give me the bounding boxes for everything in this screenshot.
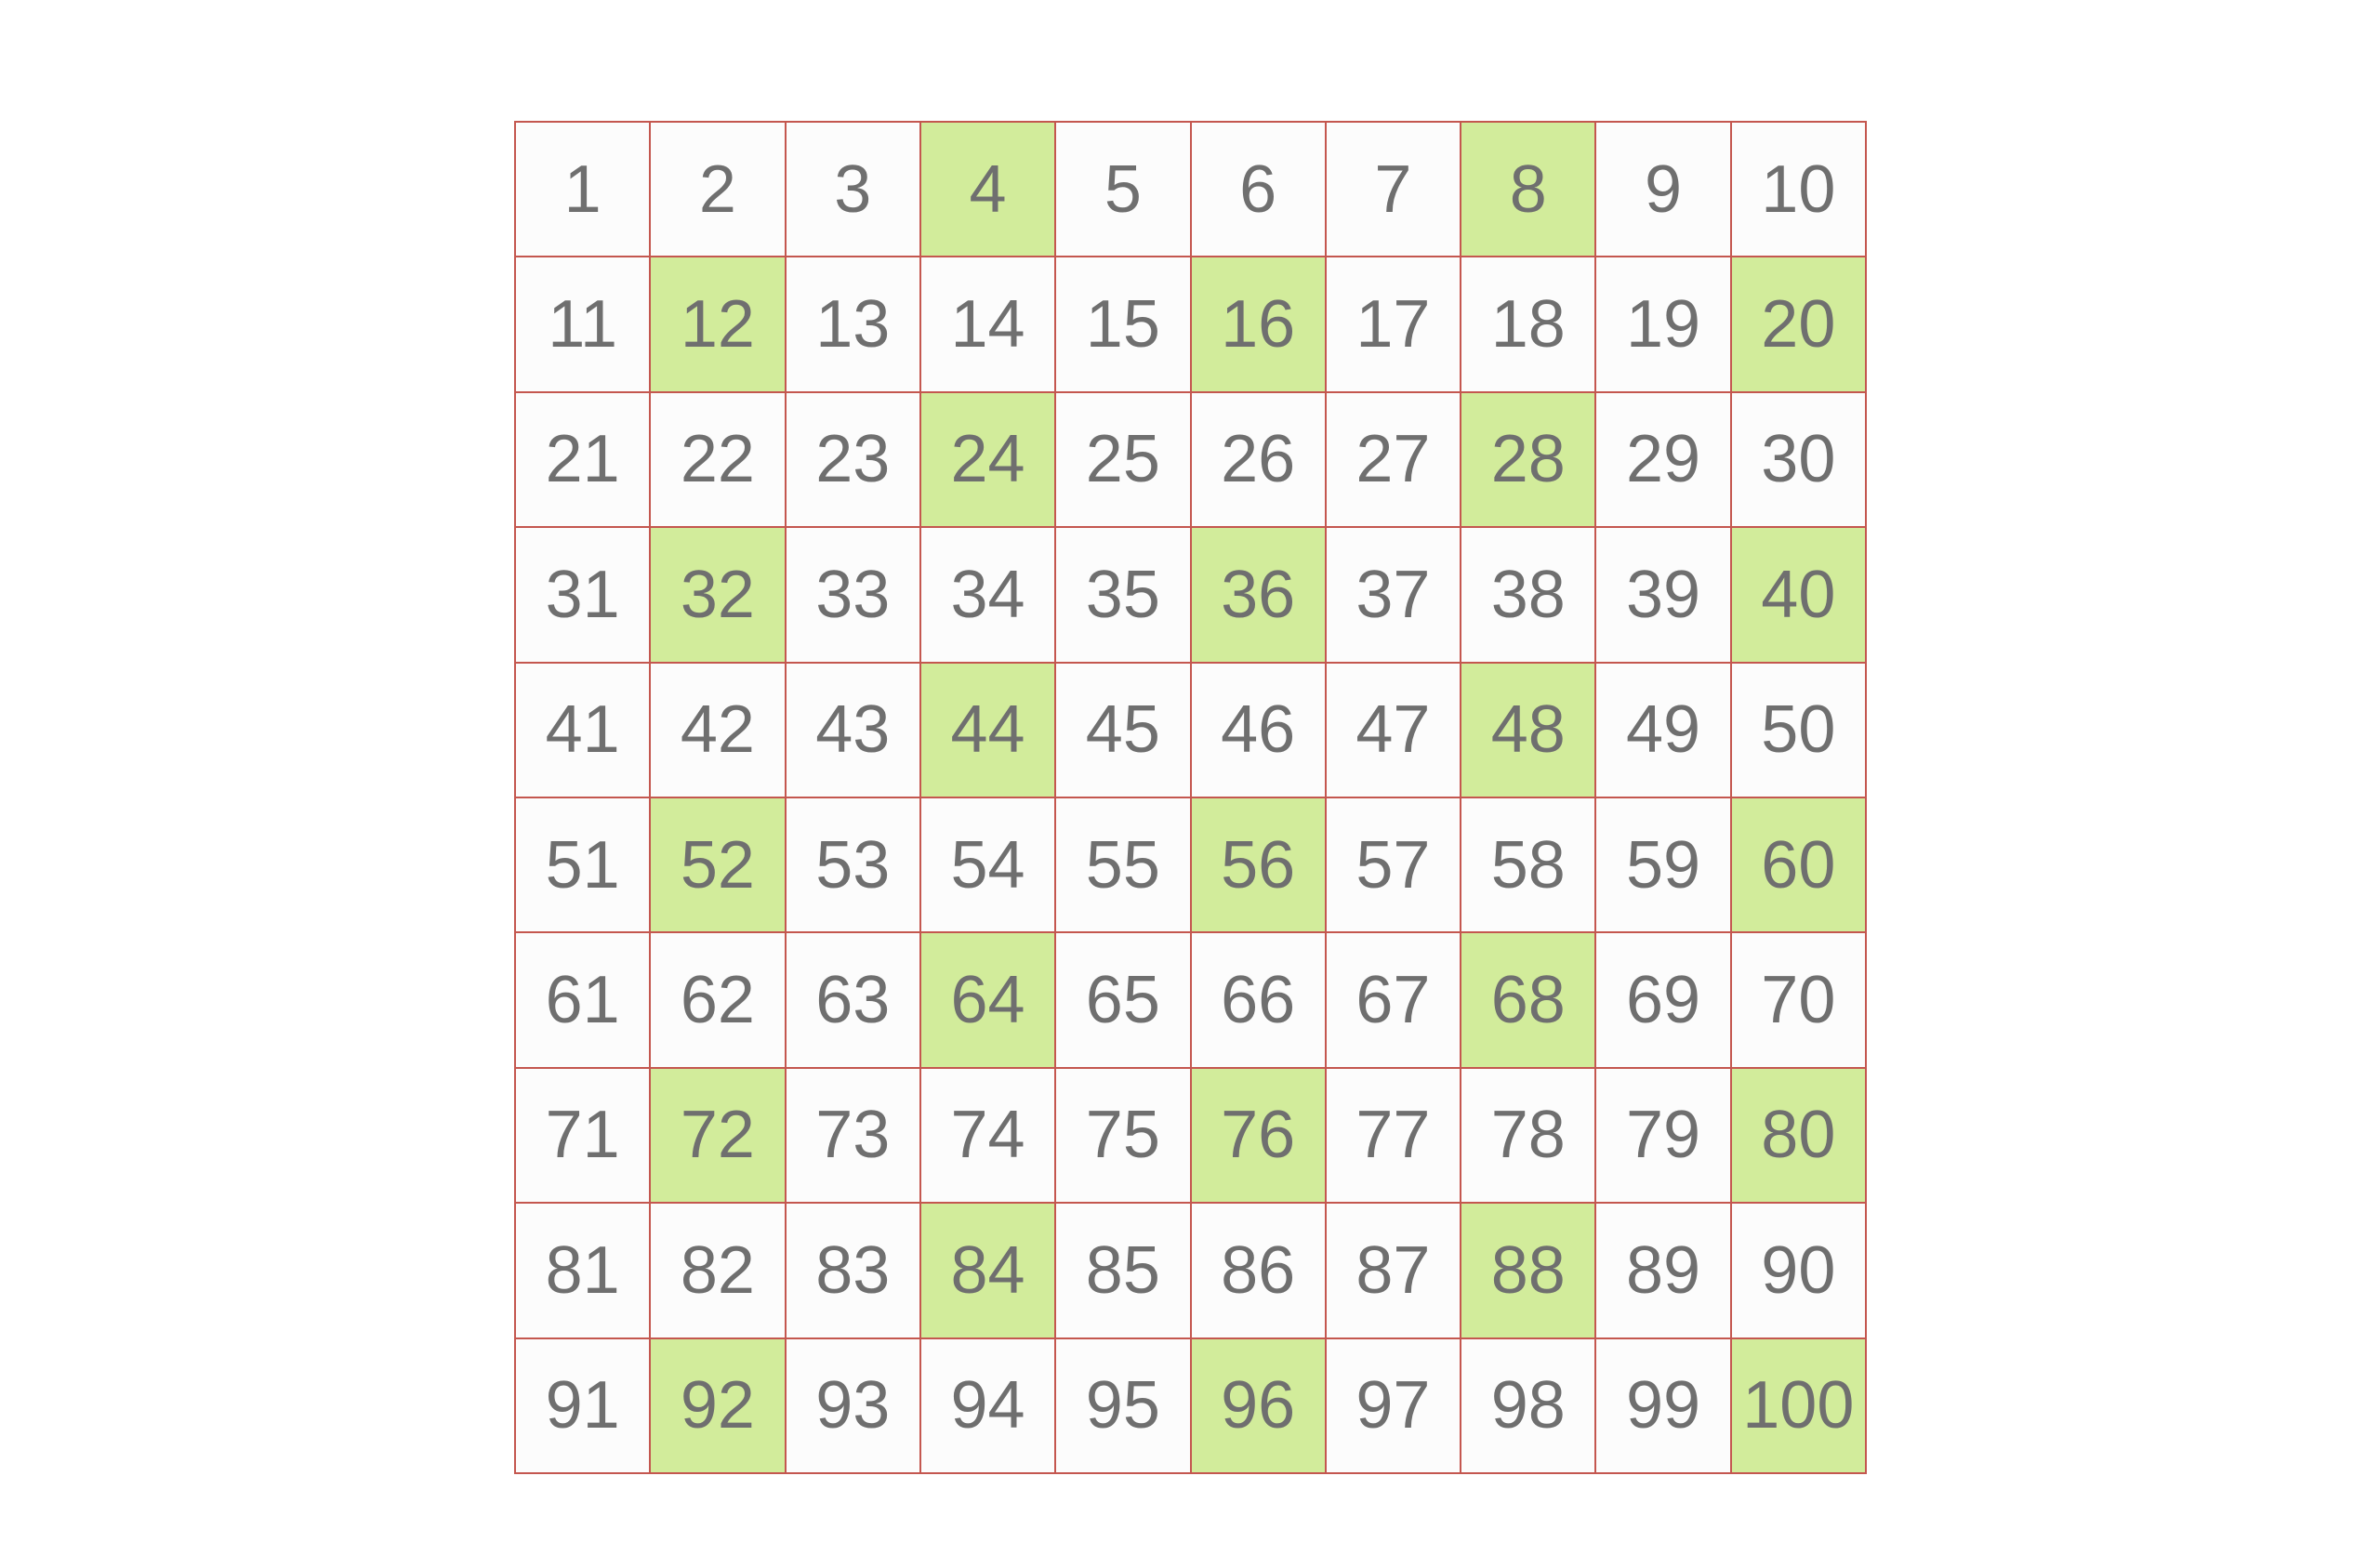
number-cell: 7 — [1327, 123, 1460, 256]
number-cell: 3 — [787, 123, 919, 256]
number-cell: 41 — [516, 664, 649, 797]
number-cell: 86 — [1192, 1204, 1325, 1337]
number-cell: 23 — [787, 393, 919, 526]
number-cell: 74 — [921, 1069, 1054, 1202]
number-cell: 98 — [1461, 1339, 1594, 1472]
number-cell: 30 — [1732, 393, 1865, 526]
number-cell: 77 — [1327, 1069, 1460, 1202]
number-cell: 89 — [1596, 1204, 1729, 1337]
number-cell: 88 — [1461, 1204, 1594, 1337]
number-cell: 27 — [1327, 393, 1460, 526]
number-cell: 11 — [516, 257, 649, 390]
number-cell: 22 — [651, 393, 784, 526]
number-cell: 14 — [921, 257, 1054, 390]
number-cell: 90 — [1732, 1204, 1865, 1337]
number-cell: 71 — [516, 1069, 649, 1202]
number-cell: 91 — [516, 1339, 649, 1472]
number-cell: 13 — [787, 257, 919, 390]
number-cell: 44 — [921, 664, 1054, 797]
number-cell: 26 — [1192, 393, 1325, 526]
number-cell: 87 — [1327, 1204, 1460, 1337]
number-cell: 48 — [1461, 664, 1594, 797]
hundred-chart-grid — [514, 121, 1867, 1474]
number-cell: 25 — [1056, 393, 1189, 526]
number-cell: 64 — [921, 933, 1054, 1066]
number-cell: 66 — [1192, 933, 1325, 1066]
number-cell: 97 — [1327, 1339, 1460, 1472]
number-cell: 8 — [1461, 123, 1594, 256]
number-cell: 70 — [1732, 933, 1865, 1066]
number-cell: 49 — [1596, 664, 1729, 797]
number-cell: 52 — [651, 798, 784, 931]
number-cell: 96 — [1192, 1339, 1325, 1472]
number-cell: 38 — [1461, 528, 1594, 661]
number-cell: 81 — [516, 1204, 649, 1337]
number-cell: 5 — [1056, 123, 1189, 256]
number-cell: 28 — [1461, 393, 1594, 526]
number-cell: 60 — [1732, 798, 1865, 931]
number-cell: 65 — [1056, 933, 1189, 1066]
number-cell: 50 — [1732, 664, 1865, 797]
number-cell: 82 — [651, 1204, 784, 1337]
number-cell: 18 — [1461, 257, 1594, 390]
number-cell: 20 — [1732, 257, 1865, 390]
number-cell: 45 — [1056, 664, 1189, 797]
number-cell: 10 — [1732, 123, 1865, 256]
number-cell: 34 — [921, 528, 1054, 661]
number-cell: 53 — [787, 798, 919, 931]
number-cell: 94 — [921, 1339, 1054, 1472]
number-cell: 17 — [1327, 257, 1460, 390]
number-cell: 43 — [787, 664, 919, 797]
number-cell: 54 — [921, 798, 1054, 931]
number-cell: 15 — [1056, 257, 1189, 390]
number-cell: 37 — [1327, 528, 1460, 661]
number-cell: 39 — [1596, 528, 1729, 661]
number-cell: 85 — [1056, 1204, 1189, 1337]
number-cell: 57 — [1327, 798, 1460, 931]
number-cell: 95 — [1056, 1339, 1189, 1472]
number-cell: 56 — [1192, 798, 1325, 931]
number-cell: 72 — [651, 1069, 784, 1202]
number-cell: 63 — [787, 933, 919, 1066]
number-cell: 4 — [921, 123, 1054, 256]
number-cell: 83 — [787, 1204, 919, 1337]
number-cell: 40 — [1732, 528, 1865, 661]
number-cell: 29 — [1596, 393, 1729, 526]
number-cell: 36 — [1192, 528, 1325, 661]
number-cell: 16 — [1192, 257, 1325, 390]
number-cell: 55 — [1056, 798, 1189, 931]
number-cell: 99 — [1596, 1339, 1729, 1472]
number-cell: 6 — [1192, 123, 1325, 256]
number-cell: 79 — [1596, 1069, 1729, 1202]
number-cell: 58 — [1461, 798, 1594, 931]
number-cell: 32 — [651, 528, 784, 661]
number-cell: 42 — [651, 664, 784, 797]
number-cell: 61 — [516, 933, 649, 1066]
number-cell: 21 — [516, 393, 649, 526]
number-cell: 59 — [1596, 798, 1729, 931]
number-cell: 92 — [651, 1339, 784, 1472]
number-cell: 33 — [787, 528, 919, 661]
number-cell: 12 — [651, 257, 784, 390]
number-cell: 68 — [1461, 933, 1594, 1066]
number-cell: 47 — [1327, 664, 1460, 797]
number-cell: 2 — [651, 123, 784, 256]
number-cell: 46 — [1192, 664, 1325, 797]
number-cell: 31 — [516, 528, 649, 661]
number-cell: 1 — [516, 123, 649, 256]
number-cell: 75 — [1056, 1069, 1189, 1202]
number-cell: 35 — [1056, 528, 1189, 661]
number-cell: 19 — [1596, 257, 1729, 390]
number-cell: 73 — [787, 1069, 919, 1202]
number-cell: 93 — [787, 1339, 919, 1472]
number-cell: 62 — [651, 933, 784, 1066]
number-cell: 67 — [1327, 933, 1460, 1066]
number-cell: 78 — [1461, 1069, 1594, 1202]
number-cell: 100 — [1732, 1339, 1865, 1472]
number-cell: 80 — [1732, 1069, 1865, 1202]
number-cell: 84 — [921, 1204, 1054, 1337]
number-cell: 76 — [1192, 1069, 1325, 1202]
number-cell: 69 — [1596, 933, 1729, 1066]
number-cell: 24 — [921, 393, 1054, 526]
number-cell: 9 — [1596, 123, 1729, 256]
number-cell: 51 — [516, 798, 649, 931]
